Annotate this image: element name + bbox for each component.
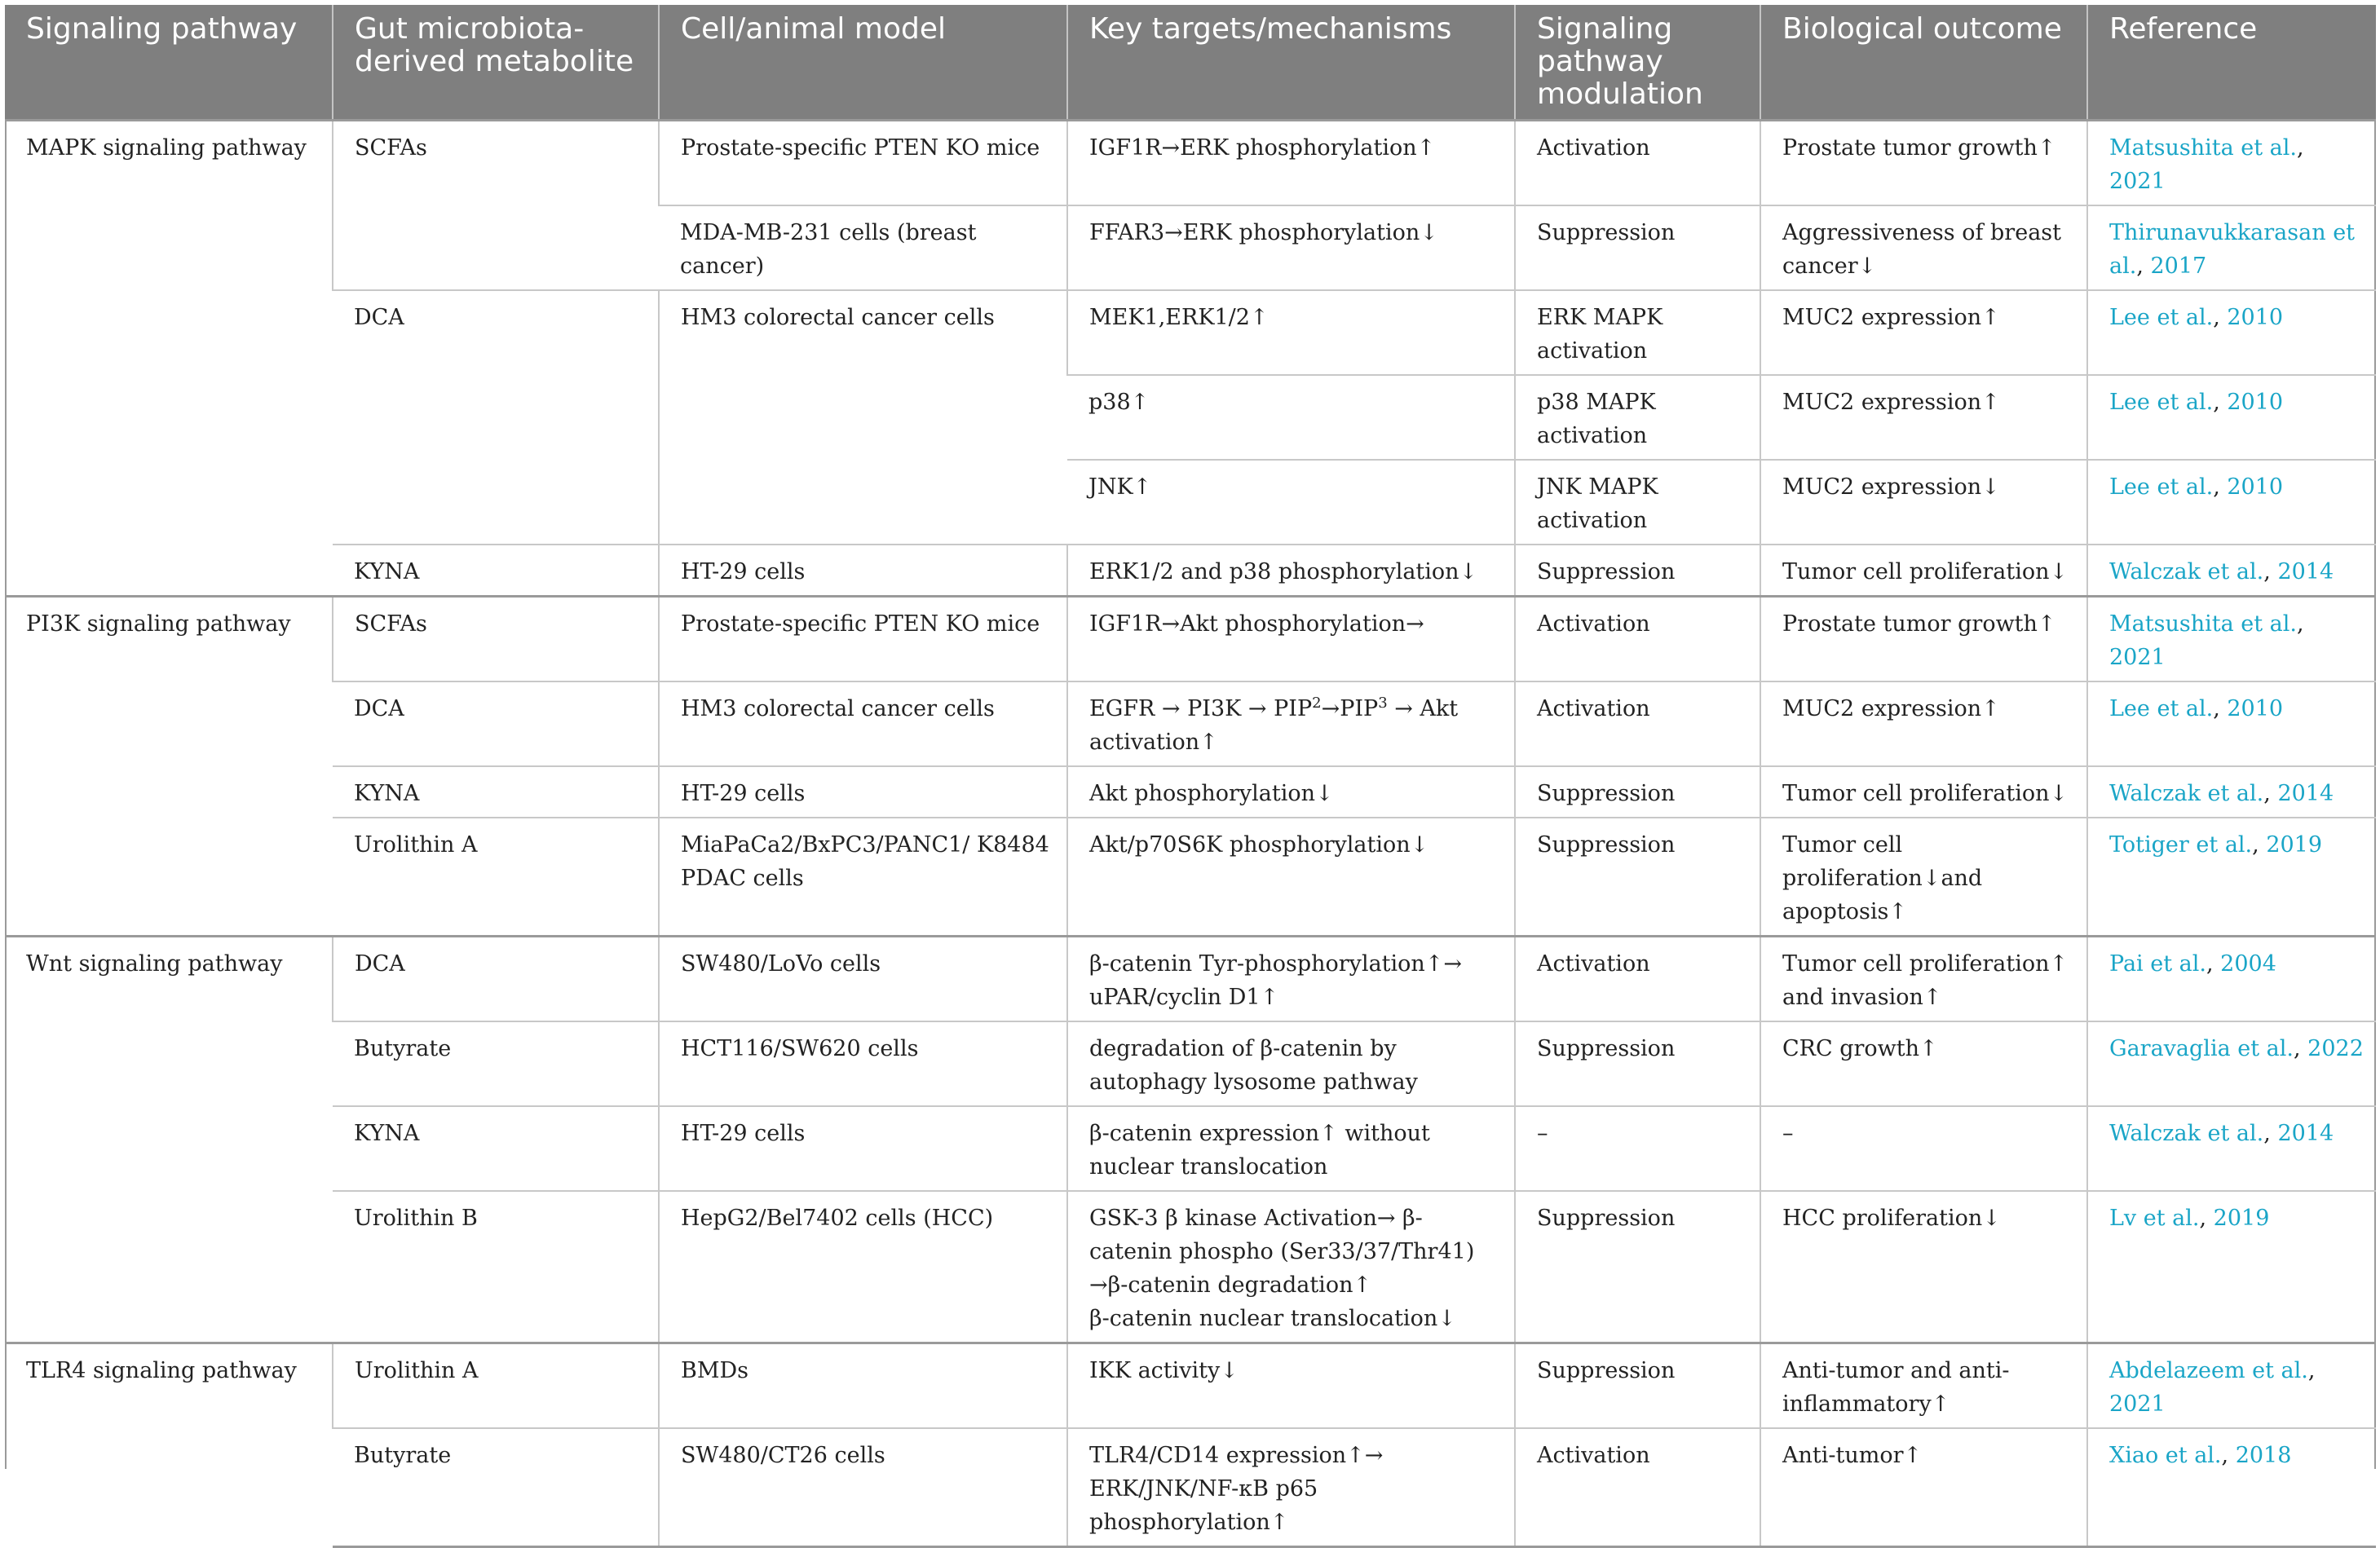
reference-author-link[interactable]: Walczak et al. (2109, 1121, 2264, 1146)
cell-metabolite: KYNA (333, 545, 659, 597)
cell-model: Prostate-specific PTEN KO mice (659, 121, 1067, 206)
reference-year-link[interactable]: 2019 (2266, 832, 2323, 858)
reference-author-link[interactable]: Lee et al. (2109, 390, 2214, 415)
cell-model: HT-29 cells (659, 766, 1067, 818)
cell-metabolite: Urolithin B (333, 1191, 659, 1343)
reference-author-link[interactable]: Totiger et al. (2109, 832, 2253, 858)
cell-reference: Thirunavukkarasan et al., 2017 (2087, 205, 2376, 290)
reference-author-link[interactable]: Xiao et al. (2109, 1443, 2222, 1468)
cell-metabolite: SCFAs (333, 121, 659, 291)
cell-reference: Xiao et al., 2018 (2087, 1428, 2376, 1547)
cell-mechanism: EGFR → $PI3K \to PIP^2\to PIP^3$ → Akt activation↑ (1067, 681, 1515, 766)
table-row (5, 937, 2376, 1022)
table-row (5, 290, 2376, 375)
cell-modulation: p38 MAPK activation (1515, 375, 1760, 460)
reference-author-link[interactable]: Pai et al. (2109, 951, 2206, 977)
cell-metabolite: Urolithin A (333, 1343, 659, 1429)
cell-model: Prostate-specific PTEN KO mice (659, 597, 1067, 682)
cell-metabolite: Butyrate (333, 1021, 659, 1106)
cell-mechanism: TLR4/CD14 expression↑→ ERK/JNK/NF-κB p65 phosphorylation↑ (1067, 1428, 1515, 1547)
cell-model: HCT116/SW620 cells (659, 1021, 1067, 1106)
reference-author-link[interactable]: Matsushita et al. (2109, 135, 2297, 161)
cell-modulation: Activation (1515, 597, 1760, 682)
table-row (5, 1428, 2376, 1547)
cell-modulation: Suppression (1515, 818, 1760, 937)
reference-author-link[interactable]: Lv et al. (2109, 1206, 2200, 1231)
cell-reference: Walczak et al., 2014 (2087, 1106, 2376, 1191)
reference-year-link[interactable]: 2018 (2235, 1443, 2292, 1468)
cell-model: HepG2/Bel7402 cells (HCC) (659, 1191, 1067, 1343)
reference-author-link[interactable]: Walczak et al. (2109, 781, 2264, 806)
cell-metabolite: KYNA (333, 766, 659, 818)
cell-mechanism: β-catenin expression↑ without nuclear translocation (1067, 1106, 1515, 1191)
cell-modulation: – (1515, 1106, 1760, 1191)
reference-year-link[interactable]: 2010 (2227, 474, 2284, 500)
header-outcome: Biological outcome (1760, 5, 2087, 121)
cell-reference: Lee et al., 2010 (2087, 290, 2376, 375)
cell-mechanism: JNK↑ (1067, 460, 1515, 545)
cell-outcome: MUC2 expression↑ (1760, 290, 2087, 375)
reference-year-link[interactable]: 2010 (2227, 390, 2284, 415)
cell-model: MiaPaCa2/BxPC3/PANC1/ K8484 PDAC cells (659, 818, 1067, 937)
cell-modulation: Activation (1515, 1428, 1760, 1547)
cell-reference: Matsushita et al., 2021 (2087, 121, 2376, 206)
table-row (5, 766, 2376, 818)
cell-metabolite: DCA (333, 681, 659, 766)
table-row (5, 681, 2376, 766)
cell-reference: Totiger et al., 2019 (2087, 818, 2376, 937)
cell-modulation: Activation (1515, 681, 1760, 766)
cell-mechanism: MEK1,ERK1/2↑ (1067, 290, 1515, 375)
cell-modulation: Suppression (1515, 1021, 1760, 1106)
cell-outcome: MUC2 expression↓ (1760, 460, 2087, 545)
cell-reference: Abdelazeem et al., 2021 (2087, 1343, 2376, 1429)
cell-metabolite: DCA (333, 937, 659, 1022)
cell-mechanism: GSK-3 β kinase Activation→ β-catenin phospho (Ser33/37/Thr41) →β-catenin degradation↑ β-catenin nuclear translocation↓ (1067, 1191, 1515, 1343)
cell-reference: Walczak et al., 2014 (2087, 545, 2376, 597)
signaling-pathway-table (5, 5, 2376, 1548)
cell-modulation: JNK MAPK activation (1515, 460, 1760, 545)
cell-outcome: Anti-tumor and anti-inflammatory↑ (1760, 1343, 2087, 1429)
cell-model: SW480/CT26 cells (659, 1428, 1067, 1547)
cell-modulation: Activation (1515, 937, 1760, 1022)
cell-model: MDA-MB-231 cells (breast cancer) (659, 205, 1067, 290)
cell-outcome: Anti-tumor↑ (1760, 1428, 2087, 1547)
table-header-row (5, 5, 2376, 121)
header-metabolite: Gut microbiota-derived metabolite (333, 5, 659, 121)
reference-author-link[interactable]: Lee et al. (2109, 696, 2214, 721)
table-row (5, 1191, 2376, 1343)
header-mechanism: Key targets/mechanisms (1067, 5, 1515, 121)
cell-mechanism: degradation of β-catenin by autophagy lysosome pathway (1067, 1021, 1515, 1106)
reference-year-link[interactable]: 2010 (2227, 696, 2284, 721)
reference-year-link[interactable]: 2004 (2220, 951, 2276, 977)
reference-author-link[interactable]: Lee et al. (2109, 305, 2214, 330)
cell-metabolite: KYNA (333, 1106, 659, 1191)
cell-model: SW480/LoVo cells (659, 937, 1067, 1022)
reference-year-link[interactable]: 2014 (2277, 781, 2334, 806)
cell-reference: Lee et al., 2010 (2087, 375, 2376, 460)
cell-reference: Pai et al., 2004 (2087, 937, 2376, 1022)
cell-outcome: Prostate tumor growth↑ (1760, 121, 2087, 206)
reference-year-link[interactable]: 2022 (2307, 1036, 2364, 1061)
reference-year-link[interactable]: 2014 (2277, 1121, 2334, 1146)
cell-modulation: Suppression (1515, 1191, 1760, 1343)
reference-year-link[interactable]: 2010 (2227, 305, 2284, 330)
cell-model: HT-29 cells (659, 545, 1067, 597)
cell-mechanism: FFAR3→ERK phosphorylation↓ (1067, 205, 1515, 290)
cell-reference: Lee et al., 2010 (2087, 460, 2376, 545)
reference-year-link[interactable]: 2021 (2109, 1391, 2166, 1417)
cell-outcome: – (1760, 1106, 2087, 1191)
reference-author-link[interactable]: Matsushita et al. (2109, 611, 2297, 637)
cell-reference: Lv et al., 2019 (2087, 1191, 2376, 1343)
cell-metabolite: DCA (333, 290, 659, 545)
reference-author-link[interactable]: Walczak et al. (2109, 559, 2264, 584)
cell-mechanism: IKK activity↓ (1067, 1343, 1515, 1429)
reference-author-link[interactable]: Abdelazeem et al. (2109, 1358, 2308, 1383)
cell-modulation: Suppression (1515, 766, 1760, 818)
cell-reference: Walczak et al., 2014 (2087, 766, 2376, 818)
cell-outcome: Tumor cell proliferation↑ and invasion↑ (1760, 937, 2087, 1022)
table-row (5, 545, 2376, 597)
cell-mechanism: IGF1R→ERK phosphorylation↑ (1067, 121, 1515, 206)
cell-outcome: MUC2 expression↑ (1760, 375, 2087, 460)
cell-reference: Lee et al., 2010 (2087, 681, 2376, 766)
table-row (5, 121, 2376, 206)
reference-year-link[interactable]: 2017 (2150, 254, 2207, 279)
cell-pathway: MAPK signaling pathway (5, 121, 333, 597)
cell-outcome: Tumor cell proliferation↓and apoptosis↑ (1760, 818, 2087, 937)
cell-modulation: ERK MAPK activation (1515, 290, 1760, 375)
cell-reference: Matsushita et al., 2021 (2087, 597, 2376, 682)
cell-model: BMDs (659, 1343, 1067, 1429)
cell-outcome: Prostate tumor growth↑ (1760, 597, 2087, 682)
cell-mechanism: p38↑ (1067, 375, 1515, 460)
header-signaling-pathway: Signaling pathway (5, 5, 333, 121)
cell-metabolite: Butyrate (333, 1428, 659, 1547)
cell-pathway: PI3K signaling pathway (5, 597, 333, 937)
reference-year-link[interactable]: 2021 (2109, 645, 2166, 670)
cell-pathway: Wnt signaling pathway (5, 937, 333, 1343)
cell-modulation: Suppression (1515, 205, 1760, 290)
reference-year-link[interactable]: 2019 (2213, 1206, 2270, 1231)
cell-reference: Garavaglia et al., 2022 (2087, 1021, 2376, 1106)
header-modulation: Signaling pathway modulation (1515, 5, 1760, 121)
cell-metabolite: SCFAs (333, 597, 659, 682)
cell-modulation: Suppression (1515, 1343, 1760, 1429)
cell-outcome: HCC proliferation↓ (1760, 1191, 2087, 1343)
cell-mechanism: IGF1R→Akt phosphorylation→ (1067, 597, 1515, 682)
reference-author-link[interactable]: Garavaglia et al. (2109, 1036, 2294, 1061)
cell-model: HM3 colorectal cancer cells (659, 290, 1067, 545)
cell-outcome: MUC2 expression↑ (1760, 681, 2087, 766)
reference-author-link[interactable]: Thirunavukkarasan et al. (2109, 220, 2356, 279)
table-row (5, 1343, 2376, 1429)
cell-outcome: Tumor cell proliferation↓ (1760, 545, 2087, 597)
cell-mechanism: β-catenin Tyr-phosphorylation↑→ uPAR/cyclin D1↑ (1067, 937, 1515, 1022)
table-row (5, 1021, 2376, 1106)
table-row (5, 818, 2376, 937)
cell-model: HM3 colorectal cancer cells (659, 681, 1067, 766)
cell-outcome: Tumor cell proliferation↓ (1760, 766, 2087, 818)
cell-mechanism: ERK1/2 and p38 phosphorylation↓ (1067, 545, 1515, 597)
reference-year-link[interactable]: 2021 (2109, 169, 2166, 194)
cell-modulation: Suppression (1515, 545, 1760, 597)
header-reference: Reference (2087, 5, 2376, 121)
table-body (5, 121, 2376, 1547)
cell-outcome: CRC growth↑ (1760, 1021, 2087, 1106)
cell-model: HT-29 cells (659, 1106, 1067, 1191)
cell-mechanism: Akt phosphorylation↓ (1067, 766, 1515, 818)
table-row (5, 1106, 2376, 1191)
reference-author-link[interactable]: Lee et al. (2109, 474, 2214, 500)
cell-outcome: Aggressiveness of breast cancer↓ (1760, 205, 2087, 290)
cell-pathway: TLR4 signaling pathway (5, 1343, 333, 1547)
reference-year-link[interactable]: 2014 (2277, 559, 2334, 584)
cell-metabolite: Urolithin A (333, 818, 659, 937)
cell-modulation: Activation (1515, 121, 1760, 206)
table-row (5, 597, 2376, 682)
header-model: Cell/animal model (659, 5, 1067, 121)
cell-mechanism: Akt/p70S6K phosphorylation↓ (1067, 818, 1515, 937)
